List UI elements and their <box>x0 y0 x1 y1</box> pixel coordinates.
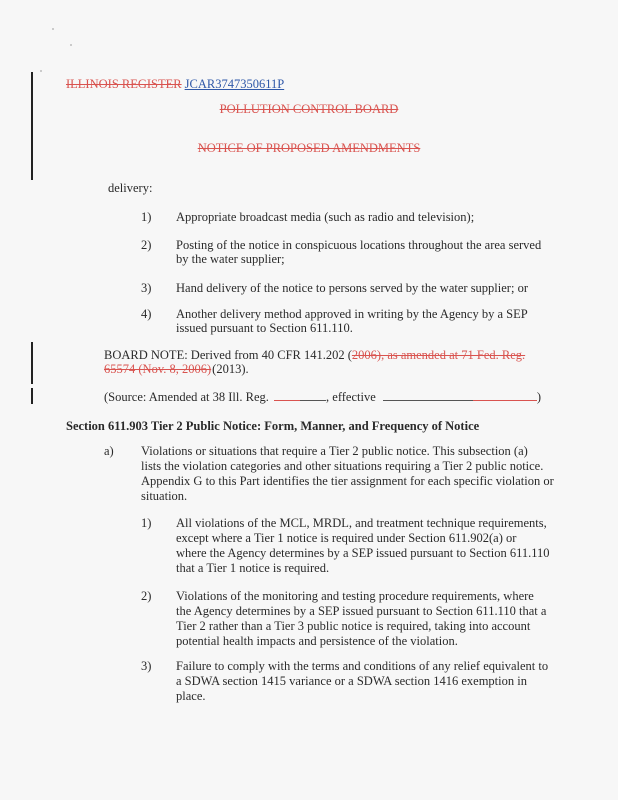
sub-item-line: Tier 2 rather than a Tier 3 public notice is required, taking into account <box>176 619 531 633</box>
jcar-id-link[interactable]: JCAR3747350611P <box>184 77 285 91</box>
notice-title: NOTICE OF PROPOSED AMENDMENTS <box>197 141 421 155</box>
sub-item-line: Failure to comply with the terms and conditions of any relief equivalent to <box>176 659 549 673</box>
sub-item-number: 1) <box>141 516 152 530</box>
list-item-text: by the water supplier; <box>176 252 285 266</box>
sub-item-line: the Agency determines by a SEP issued pursuant to Section 611.110 that a <box>176 604 547 618</box>
change-bar <box>31 388 33 404</box>
change-bar <box>31 72 33 180</box>
change-bar <box>31 342 33 384</box>
scan-speck <box>40 70 42 72</box>
list-item-text: Hand delivery of the notice to persons served by the water supplier; or <box>176 281 528 295</box>
list-item-text: Posting of the notice in conspicuous locations throughout the area served <box>176 238 542 252</box>
list-item-number: 1) <box>141 210 152 224</box>
sub-item-line: potential health impacts and persistence of the violation. <box>176 634 458 648</box>
sub-item-line: a SDWA section 1415 variance or a SDWA section 1416 exemption in <box>176 674 527 688</box>
board-note-prefix: BOARD NOTE: Derived from 40 CFR 141.202 ( <box>104 348 352 362</box>
section-heading: Section 611.903 Tier 2 Public Notice: Form, Manner, and Frequency of Notice <box>66 419 480 433</box>
source-mid: , effective <box>326 390 376 404</box>
effective-date-blank <box>473 390 537 401</box>
sub-item-number: 2) <box>141 589 152 603</box>
sub-item-number: 3) <box>141 659 152 673</box>
board-note <box>104 348 525 363</box>
list-item-number: 3) <box>141 281 152 295</box>
board-note-cont <box>104 362 249 377</box>
sub-item-line: Violations of the monitoring and testing procedure requirements, where <box>176 589 534 603</box>
reg-number-blank <box>274 390 300 401</box>
register-header <box>66 77 284 92</box>
intro-word: delivery: <box>108 181 153 195</box>
sub-item-line: place. <box>176 689 206 703</box>
list-item-number: 4) <box>141 307 152 321</box>
register-struck: ILLINOIS REGISTER <box>66 77 182 91</box>
board-note-struck: 2006), as amended at 71 Fed. Reg. <box>351 348 526 362</box>
sub-item-line: except where a Tier 1 notice is required under Section 611.902(a) or <box>176 531 517 545</box>
para-line: situation. <box>141 489 188 503</box>
reg-number-blank <box>300 390 326 401</box>
sub-item-line: that a Tier 1 notice is required. <box>176 561 330 575</box>
source-end: ) <box>536 390 542 404</box>
para-number: a) <box>104 444 114 458</box>
board-title: POLLUTION CONTROL BOARD <box>219 102 399 116</box>
scan-speck <box>70 44 72 46</box>
list-item-text: issued pursuant to Section 611.110. <box>176 321 353 335</box>
list-item-text: Another delivery method approved in writing by the Agency by a SEP <box>176 307 528 321</box>
source-prefix: (Source: Amended at 38 Ill. Reg. <box>104 390 269 404</box>
board-note-tail: (2013). <box>212 362 249 376</box>
para-line: lists the violation categories and other situations requiring a Tier 2 public notice. <box>141 459 544 473</box>
para-line: Appendix G to this Part identifies the tier assignment for each specific violation or <box>141 474 554 488</box>
list-item-text: Appropriate broadcast media (such as radio and television); <box>176 210 475 224</box>
sub-item-line: All violations of the MCL, MRDL, and treatment technique requirements, <box>176 516 547 530</box>
para-line: Violations or situations that require a Tier 2 public notice. This subsection (a) <box>141 444 528 458</box>
effective-date-blank <box>383 390 473 401</box>
source-line <box>104 390 541 405</box>
sub-item-line: where the Agency determines by a SEP issued pursuant to Section 611.110 <box>176 546 550 560</box>
board-note-struck: 65574 (Nov. 8, 2006) <box>104 362 212 376</box>
list-item-number: 2) <box>141 238 152 252</box>
scan-speck <box>52 28 54 30</box>
